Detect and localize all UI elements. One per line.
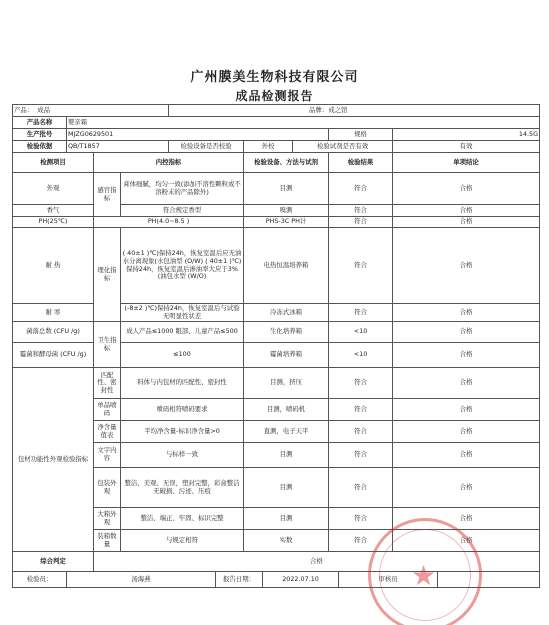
mold-spec: ≤100 (121, 343, 244, 368)
brand-value: 戒之馆 (328, 105, 348, 114)
appearance-spec: 膏体细腻，均匀一致(添加不溶性颗粒或不溶粉末的产品除外) (121, 173, 244, 205)
appearance-conclusion: 合格 (393, 173, 540, 205)
ph-conclusion: 合格 (393, 217, 540, 228)
col-method: 检验设备、方法与试剂 (244, 153, 329, 173)
reviewer-label: 审核员 (339, 572, 438, 588)
date-label: 报告日期： (216, 572, 263, 588)
pkg-conclusion: 合格 (393, 399, 540, 421)
ph-method: PHS-3C PH计 (244, 217, 329, 228)
heat-result: 符合 (329, 228, 393, 304)
bacteria-spec: 成人产品≤1000 眼部、儿童产品≤500 (121, 322, 244, 343)
product-name-label: 产品名称 (13, 117, 67, 129)
hygiene-group: 卫生指标 (94, 322, 121, 368)
pkg-result: 符合 (329, 443, 393, 468)
pkg-sub: 装箱数量 (94, 530, 121, 552)
basis-label: 检验依据 (13, 141, 67, 153)
basis-value: QB/T1857 (67, 141, 169, 153)
cold-result: 符合 (329, 304, 393, 322)
pkg-result: 符合 (329, 508, 393, 530)
pkg-row (13, 368, 540, 399)
mold-result: <10 (329, 343, 393, 368)
heat-conclusion: 合格 (393, 228, 540, 304)
fragrance-result: 符合 (329, 205, 393, 217)
pkg-group: 包材功能性外观检验指标 (13, 368, 94, 552)
fragrance-spec: 符合规定香型 (121, 205, 244, 217)
pkg-conclusion: 合格 (393, 421, 540, 443)
spec-value: 14.5G (393, 129, 540, 141)
pkg-conclusion: 合格 (393, 508, 540, 530)
bacteria-method: 生化培养箱 (244, 322, 329, 343)
pkg-spec: 与规定相符 (121, 530, 244, 552)
product-type-value: 成品 (37, 105, 51, 114)
product-name-value: 婴亲霜 (67, 117, 540, 129)
pkg-result: 符合 (329, 399, 393, 421)
batch-value: MJZG0629501 (67, 129, 329, 141)
pkg-spec: 与标样一致 (121, 443, 244, 468)
pkg-result: 符合 (329, 421, 393, 443)
ph-result: 符合 (329, 217, 393, 228)
appearance-method: 目测 (244, 173, 329, 205)
bacteria-conclusion: 合格 (393, 322, 540, 343)
seal-star-icon: ★ (411, 559, 437, 592)
product-type-label: 产品： (14, 105, 34, 114)
pkg-method: 目测，喷码机 (244, 399, 329, 421)
equip-label: 检验设备是否校验 (169, 141, 244, 153)
pkg-result: 符合 (329, 368, 393, 399)
equip-value: 外校 (244, 141, 293, 153)
cold-spec: (-8±2 )℃)保持24h，恢复室温后与试验无明显性状差 (121, 304, 244, 322)
appearance-result: 符合 (329, 173, 393, 205)
pkg-spec: 平均净含量-标识净含量>0 (121, 421, 244, 443)
pkg-sub: 大箱外观 (94, 508, 121, 530)
fragrance-item: 香气 (13, 205, 94, 217)
pkg-conclusion: 合格 (393, 530, 540, 552)
pkg-sub: 匹配性、密封性 (94, 368, 121, 399)
spec-label: 规格 (329, 129, 393, 141)
mold-method: 霉菌培养箱 (244, 343, 329, 368)
pkg-spec: 料体与内包材的匹配性、密封性 (121, 368, 244, 399)
report-title: 成品检测报告 (235, 89, 314, 103)
sensory-group: 感官指标 (94, 173, 121, 217)
col-result: 检验结果 (329, 153, 393, 173)
heat-spec: ( 40±1 )℃)保持24h，恢复室温后应无油水分离现象(水包油型 (O/W) ( 40±1 )℃)保持24h，恢复室温后渗油率大应于3% (油包水型 (W/O) (121, 228, 244, 304)
appearance-item: 外观 (13, 173, 94, 205)
company-name: 广州膜美生物科技有限公司 (190, 70, 359, 85)
summary-label: 综合判定 (13, 552, 94, 572)
product-type-cell (13, 105, 169, 117)
col-item: 检测项目 (13, 153, 94, 173)
ph-spec: PH(4.0~8.5 ) (94, 217, 244, 228)
heat-item: 耐 热 (13, 228, 94, 304)
pkg-sub: 净含量值表 (94, 421, 121, 443)
pkg-spec: 整洁、美观、无误，塑封完整，彩盒整洁无破损、污迹、压痕 (121, 468, 244, 508)
pkg-sub: 文字内容 (94, 443, 121, 468)
cold-item: 耐 寒 (13, 304, 94, 322)
fragrance-conclusion: 合格 (393, 205, 540, 217)
reagent-value: 有效 (393, 141, 540, 153)
date-value: 2022.07.10 (263, 572, 339, 588)
physchem-group: 理化指标 (94, 228, 121, 322)
pkg-spec: 喷码相符喷码要求 (121, 399, 244, 421)
summary-value: 合格 (94, 552, 540, 572)
mold-item: 霉菌和酵母菌 (CFU /g) (13, 343, 94, 368)
pkg-result: 符合 (329, 468, 393, 508)
pkg-sub: 单品喷码 (94, 399, 121, 421)
company-seal (368, 518, 482, 625)
pkg-spec: 整洁、端正、牢固、标识完整 (121, 508, 244, 530)
brand-cell (169, 105, 540, 117)
bacteria-result: <10 (329, 322, 393, 343)
inspector-value: 汤海燕 (67, 572, 216, 588)
pkg-method: 目测 (244, 443, 329, 468)
brand-label: 品牌： (309, 105, 329, 114)
cold-method: 冷冻式冰箱 (244, 304, 329, 322)
heat-method: 电热恒温培养箱 (244, 228, 329, 304)
pkg-result: 符合 (329, 530, 393, 552)
pkg-method: 实数 (244, 530, 329, 552)
pkg-method: 直测，电子天平 (244, 421, 329, 443)
inspector-label: 检验员： (13, 572, 67, 588)
mold-conclusion: 合格 (393, 343, 540, 368)
pkg-sub: 包装外观 (94, 468, 121, 508)
cold-conclusion: 合格 (393, 304, 540, 322)
batch-label: 生产批号 (13, 129, 67, 141)
col-conclusion: 单项结论 (393, 153, 540, 173)
ph-item: PH(25℃) (13, 217, 94, 228)
pkg-conclusion: 合格 (393, 468, 540, 508)
col-control: 内控指标 (94, 153, 244, 173)
reagent-label: 检验试剂是否有效 (293, 141, 393, 153)
pkg-method: 目测 (244, 508, 329, 530)
fragrance-method: 嗅测 (244, 205, 329, 217)
pkg-conclusion: 合格 (393, 368, 540, 399)
pkg-method: 目测，挤压 (244, 368, 329, 399)
bacteria-item: 菌落总数 (CFU /g) (13, 322, 94, 343)
pkg-conclusion: 合格 (393, 443, 540, 468)
report-table (12, 104, 540, 588)
pkg-method: 目测 (244, 468, 329, 508)
